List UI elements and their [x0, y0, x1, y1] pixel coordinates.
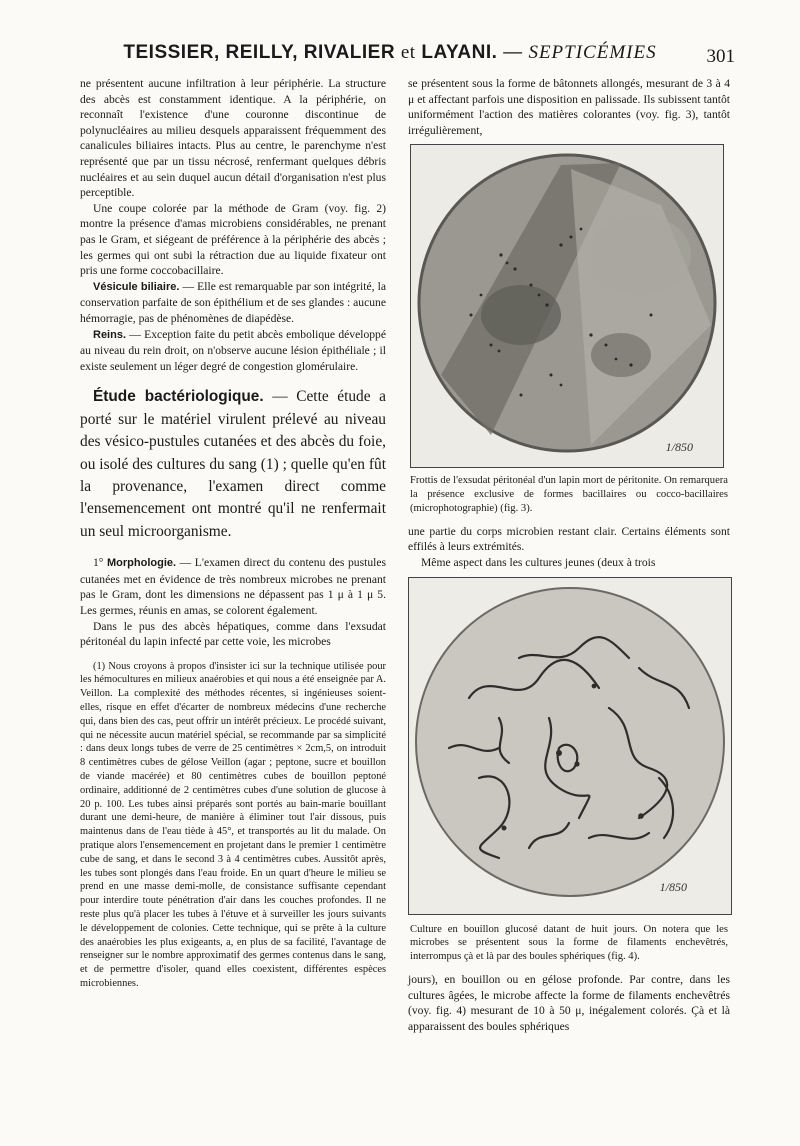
paragraph-batonnets: se présentent sous la forme de bâtonnets allongés, mesurant de 3 à 4 μ et affectant parfois une disposition en palissade. Ils subissent tantôt uniformément l'action des matières colorantes (voy. fig. 3), tantôt irrégulièrement, — [408, 77, 730, 137]
header-et: et — [400, 42, 416, 63]
left-column — [80, 76, 386, 991]
paragraph-cultures-agees: jours), en bouillon ou en gélose profonde. Par contre, dans les cultures âgées, le microbe affecte la forme de filaments enchevêtrés (voy. fig. 4) mesurant de 10 à 50 μ, inégalement colorés. Çà et là apparaissent des boules sphériques — [408, 972, 730, 1033]
header-separator: — — [503, 42, 523, 63]
paragraph-reins — [80, 327, 386, 375]
header-authors: TEISSIER, REILLY, RIVALIER — [123, 42, 396, 63]
paragraph-abces-structure: ne présentent aucune infiltration à leur périphérie. La structure des abcès est constamment identique. A la périphérie, on reconnaît l'existence d'une couronne discontinue de polynucléaires au milieu desquels apparaissent fréquemment des canalicules biliaires intacts. Plus au centre, le parenchyme n'est représenté que par un tissu nécrosé, renfermant quelques débris nucléaires et au sein duquel aucun détail d'organisation n'est plus perceptible. — [80, 77, 386, 200]
header-last-author: LAYANI. — [421, 42, 498, 63]
figure-3-caption: Frottis de l'exsudat péritonéal d'un lapin mort de péritonite. On remarquera la présence exclusive de formes bacillaires ou cocco-bacillaires (microphotographie) (fig. 3). — [410, 475, 728, 514]
paragraph-cultures-jeunes: Même aspect dans les cultures jeunes (deux à trois — [421, 555, 656, 569]
paragraph-pus: Dans le pus des abcès hépatiques, comme dans l'exsudat péritonéal du lapin infecté par cette voie, les microbes — [80, 619, 386, 649]
text-etude: — Cette étude a porté sur le matériel virulent prélevé au niveau des vésico-pustules cutanées et des abcès du foie, ou isolé des cultures du sang (1) ; quelle qu'en fût la provenance, l'examen direct comme l'ensemencement ont montré qu'il ne renfermait un seul microorganisme. — [80, 388, 386, 540]
paragraph-etude — [80, 386, 386, 543]
running-header — [60, 42, 735, 72]
morph-number: 1° — [93, 556, 108, 570]
text-morphologie: — L'examen direct du contenu des pustules cutanées met en évidence de très nombreux microbes ne prenant pas le Gram, dont les dimensions ne dépassent pas 1 μ à 1 μ 5. Les germes, réunis en amas, se colorent également. — [80, 556, 386, 617]
figure-4-caption: Culture en bouillon glucosé datant de huit jours. On notera que les microbes se présentent sous la forme de filaments enchevêtrés, interrompus çà et là par des boules sphériques (fig. 4). — [410, 923, 728, 963]
paragraph-gram: Une coupe colorée par la méthode de Gram (voy. fig. 2) montre la présence d'amas microbiens considérables, ne prenant pas le Gram, et siégeant de préférence à la périphérie des abcès ; les germes qui ont subi la rétraction due au liquide fixateur ont pris une forme coccobacillaire. — [80, 201, 386, 278]
paragraph-vesicule — [80, 279, 386, 327]
page-number: 301 — [706, 46, 735, 67]
heading-reins: Reins. — [93, 328, 127, 341]
header-title — [60, 42, 720, 64]
heading-vesicule: Vésicule biliaire. — [93, 280, 180, 293]
heading-etude: Étude bactériologique. — [93, 388, 264, 406]
heading-morphologie: Morphologie. — [107, 557, 177, 570]
figure-3-micrograph — [410, 144, 724, 468]
text-vesicule: — Elle est remarquable par son intégrité, la conservation parfaite de son épithélium et de ses glandes : aucune hémorragie, pas de phénomènes de diapédèse. — [80, 279, 386, 325]
figure-3-magnification: 1/850 — [665, 439, 693, 454]
paragraph-corps-microbien: une partie du corps microbien restant clair. Certains éléments sont effilés à leurs extrémités. — [408, 524, 730, 554]
figure-4-magnification: 1/850 — [659, 879, 687, 894]
text-reins: — Exception faite du petit abcès embolique développé au niveau du rein droit, on n'observe aucune lésion épithéliale ; il existe seulement un léger degré de congestion glomérulaire. — [80, 327, 386, 373]
header-section: SEPTICÉMIES — [528, 42, 657, 63]
figure-4-micrograph — [408, 577, 732, 915]
figure-4-image — [409, 578, 731, 914]
figure-3-image — [411, 145, 723, 467]
footnote: (1) Nous croyons à propos d'insister ici sur la technique utilisée pour les hémocultures en milieux anaérobies et qui nous a été enseignée par A. Veillon. La complexité des méthodes récentes, si ingénieuses soient-elles, risque en effet d'écarter de nombreux médecins d'une recherche qui, dans bien des cas, peut offrir un intérêt précieux. Le procédé suivant, qui ne nécessite aucun matériel spécial, se recommande par sa simplicité : dans deux longs tubes de verre de 25 centimètres × 2cm,5, on introduit 8 centimètres cubes de gélose Veillon (agar ; peptone, sucre et bouillon de viande macérée) et 80 centimètres cubes de bouillon peptoné ordinaire, additionné de 2 centimètres cubes d'une solution de glucose à 20 p. 100. Les tubes ainsi préparés sont portés au bain-marie bouillant durant une demi-heure, de manière à éliminer tout l'air dissous, puis maintenus dans de l'eau tiède à 45°, et transportés au lit du malade. On pratique alors l'ensemencement en projetant dans le premier 1 centimètre cube de sang, et dans le second 3 à 4 centimètres cubes. Aussitôt après, les tubes sont plongés dans l'eau froide. En un quart d'heure le milieu se prend en une masse demi-molle, de consistance suffisante cependant pour interdire toute pénétration d'air dans les couches profondes. Il ne reste plus qu'à placer les tubes à l'étuve et à surveiller les jours suivants le développement de colonies. Cette technique, qui se prête à la culture des anaérobies les plus exigeants, a, en plus de sa facilité, l'avantage de renseigner sur le nombre approximatif des germes contenus dans le sang, et de permettre d'isoler, quand elles coexistent, différentes espèces microbiennes. — [80, 660, 386, 990]
right-column — [408, 76, 730, 1034]
paragraph-morphologie — [80, 555, 386, 618]
